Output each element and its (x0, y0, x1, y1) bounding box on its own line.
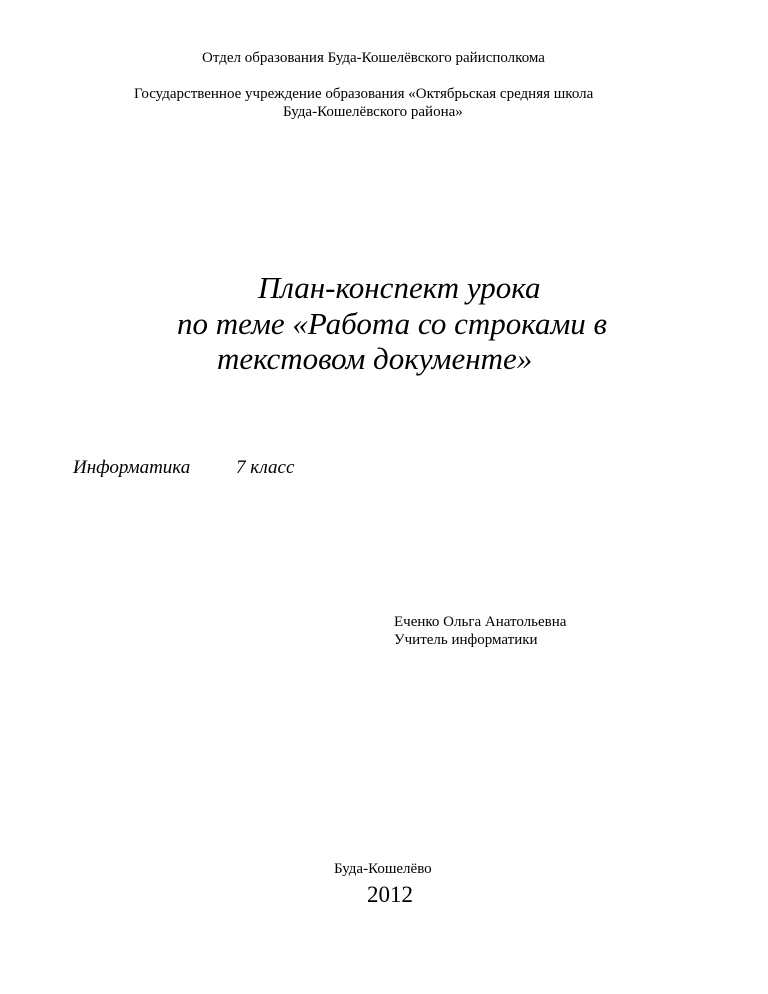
lesson-title-line-1: План-конспект урока (258, 270, 541, 305)
department-line: Отдел образования Буда-Кошелёвского райисполкома (202, 50, 545, 66)
lesson-title-line-3: текстовом документе» (217, 341, 533, 376)
year: 2012 (367, 882, 413, 907)
subject-name: Информатика (73, 457, 191, 478)
grade: 7 класс (236, 457, 295, 478)
city: Буда-Кошелёво (334, 861, 432, 877)
school-name-line-2: Буда-Кошелёвского района» (283, 104, 463, 120)
author-position: Учитель информатики (394, 632, 538, 648)
lesson-title-line-2: по теме «Работа со строками в (177, 306, 607, 341)
school-name-line-1: Государственное учреждение образования «Октябрьская средняя школа (134, 86, 594, 102)
author-name: Еченко Ольга Анатольевна (394, 614, 567, 630)
